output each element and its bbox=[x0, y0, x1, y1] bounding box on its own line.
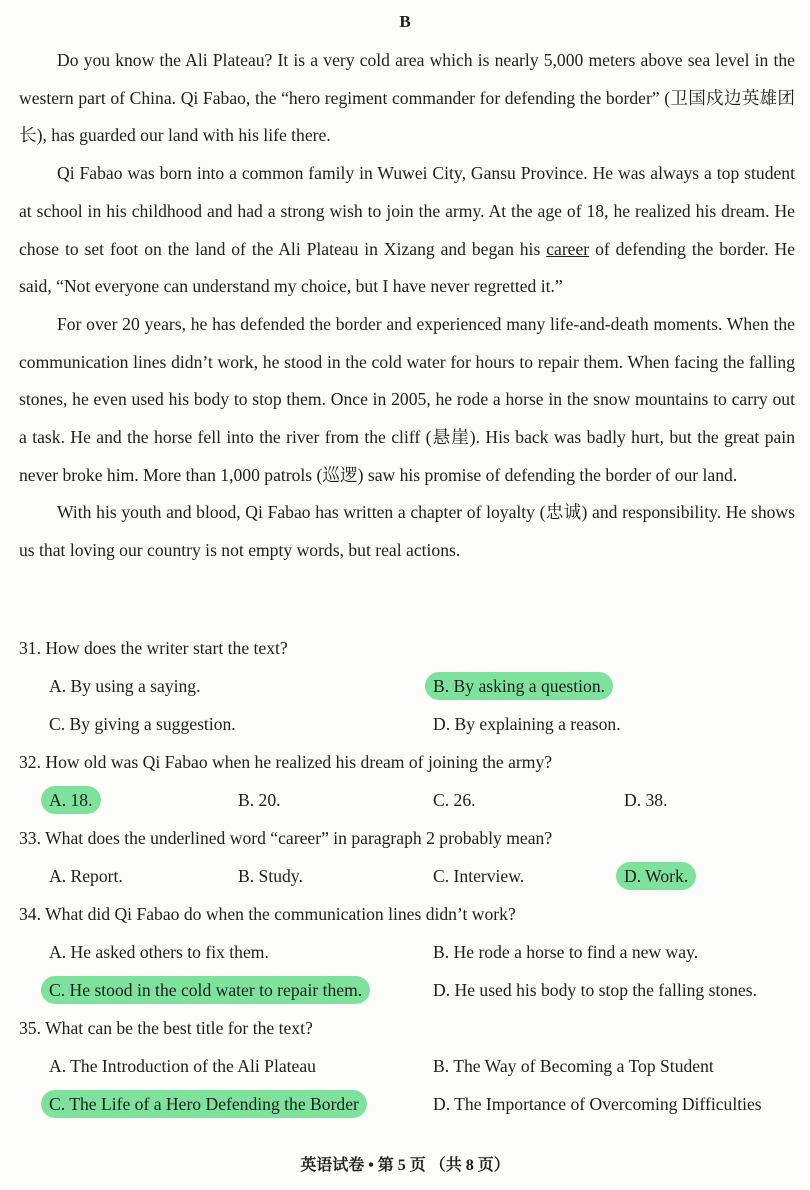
question-34-option-b[interactable]: B. He rode a horse to find a new way. bbox=[433, 942, 699, 962]
question-35-option-d[interactable]: D. The Importance of Overcoming Difficulties bbox=[433, 1094, 762, 1114]
paragraph-3: For over 20 years, he has defended the border and experienced many life-and-death moments. When the communication lines didn’t work, he stood in the cold water for hours to repair them. When facing the falling stones, he even used his body to stop them. Once in 2005, he rode a horse in the snow mountains to carry out a task. He and the horse fell into the river from the cliff (悬崖). His back was badly hurt, but the great pain never broke him. More than 1,000 patrols (巡逻) saw his promise of defending the border of our land. bbox=[19, 313, 795, 485]
question-32-option-c[interactable]: C. 26. bbox=[433, 790, 476, 810]
question-35-stem-row bbox=[19, 1009, 799, 1047]
question-34-option-a[interactable]: A. He asked others to fix them. bbox=[49, 942, 269, 962]
question-31-option-d[interactable]: D. By explaining a reason. bbox=[433, 714, 621, 734]
question-33-option-c[interactable]: C. Interview. bbox=[433, 866, 525, 886]
question-32-option-d[interactable]: D. 38. bbox=[624, 790, 668, 810]
question-31-options-row-1 bbox=[19, 667, 799, 705]
paragraph-4: With his youth and blood, Qi Fabao has written a chapter of loyalty (忠诚) and responsibility. He shows us that loving our country is not empty words, but real actions. bbox=[19, 502, 795, 561]
question-34-option-d[interactable]: D. He used his body to stop the falling stones. bbox=[433, 980, 757, 1000]
question-34-options-row-1 bbox=[19, 933, 799, 971]
question-34-stem: 34. What did Qi Fabao do when the communication lines didn’t work? bbox=[19, 904, 516, 924]
question-34-options-row-2 bbox=[19, 971, 799, 1009]
question-31-options-row-2 bbox=[19, 705, 799, 743]
question-34-option-c[interactable]: C. He stood in the cold water to repair them. bbox=[41, 976, 370, 1004]
question-35-options-row-2 bbox=[19, 1085, 799, 1123]
question-31-stem: 31. How does the writer start the text? bbox=[19, 638, 288, 658]
question-list bbox=[19, 629, 799, 1123]
section-letter: B bbox=[399, 12, 411, 31]
question-33-option-d[interactable]: D. Work. bbox=[616, 862, 696, 890]
question-33-stem-row bbox=[19, 819, 799, 857]
page-footer: 英语试卷 • 第 5 页 （共 8 页） bbox=[300, 1157, 510, 1174]
question-31-option-a[interactable]: A. By using a saying. bbox=[49, 676, 201, 696]
question-32-option-b[interactable]: B. 20. bbox=[238, 790, 281, 810]
question-33-option-b[interactable]: B. Study. bbox=[238, 866, 303, 886]
underlined-word: career bbox=[546, 238, 590, 259]
question-31-stem-row bbox=[19, 629, 799, 667]
paragraph-2 bbox=[19, 155, 795, 306]
question-35-option-b[interactable]: B. The Way of Becoming a Top Student bbox=[433, 1056, 714, 1076]
question-35-option-c[interactable]: C. The Life of a Hero Defending the Border bbox=[41, 1090, 367, 1118]
question-32-stem-row bbox=[19, 743, 799, 781]
question-35-options-row-1 bbox=[19, 1047, 799, 1085]
question-32-options-row bbox=[19, 781, 799, 819]
question-31-option-b[interactable]: B. By asking a question. bbox=[425, 672, 613, 700]
question-34-stem-row bbox=[19, 895, 799, 933]
question-32-stem: 32. How old was Qi Fabao when he realized his dream of joining the army? bbox=[19, 752, 553, 772]
reading-passage bbox=[19, 42, 795, 570]
question-35-stem: 35. What can be the best title for the text? bbox=[19, 1018, 313, 1038]
paragraph-2-text-before: Qi Fabao was born into a common family in Wuwei City, Gansu Province. He was always a top student at school in his childhood and had a strong wish to join the army. At the age of 18, he realized his dream. He chose to set foot on the land of the Ali Plateau in Xizang and began his bbox=[19, 163, 795, 259]
paragraph-1: Do you know the Ali Plateau? It is a very cold area which is nearly 5,000 meters above sea level in the western part of China. Qi Fabao, the “hero regiment commander for defending the border” (卫国戍边英雄团长), has guarded our land with his life there. bbox=[19, 50, 795, 146]
question-35-option-a[interactable]: A. The Introduction of the Ali Plateau bbox=[49, 1056, 316, 1076]
question-31-option-c[interactable]: C. By giving a suggestion. bbox=[49, 714, 236, 734]
question-33-options-row bbox=[19, 857, 799, 895]
question-33-option-a[interactable]: A. Report. bbox=[49, 866, 123, 886]
paragraph-2-text-after: of defending the border. He said, “Not everyone can understand my choice, but I have never regretted it.” bbox=[19, 238, 795, 297]
question-33-stem: 33. What does the underlined word “career” in paragraph 2 probably mean? bbox=[19, 828, 553, 848]
question-32-option-a[interactable]: A. 18. bbox=[41, 786, 101, 814]
